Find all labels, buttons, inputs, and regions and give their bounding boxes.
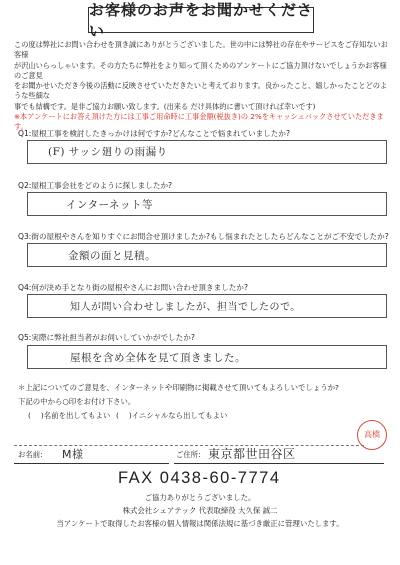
question-1-answer: (F) サッシ廻りの雨漏り (48, 146, 168, 158)
question-1-label: Q1:屋根工事を検討したきっかけは何ですか?どんなことで悩まれていましたか? (18, 129, 291, 138)
intro-text (14, 40, 392, 133)
question-2-answer: インターネット等 (66, 199, 154, 211)
consent-note: ＊上記についてのご意見を、インターネットや印刷物に掲載させて頂いてもよろしいでしょうか? (18, 383, 339, 392)
intro-line: 事でも結構です。是非ご協力お願い致します。(出来る だけ具体的に書いて頂ければ幸いです) (14, 101, 316, 111)
footer-privacy: 当アンケートで取得したお客様の個人情報は関係法規に基づき厳正に管理いたします。 (56, 519, 344, 528)
question-3-label: Q3:街の屋根やさんを知りすぐにお問合せ頂けましたか?もし悩まれたとしたらどんなことがご不安でしたか? (18, 232, 389, 241)
question-4-label: Q4:何が決め手となり街の屋根やさんにお問い合わせ頂きましたか? (18, 283, 249, 292)
intro-line: が沢山いらっしゃいます。その方たちに弊社をより知って頂くためのアンケートにご協力頂けないでしょうかお客様のご意見 (14, 60, 387, 80)
fax-number: FAX 0438-60-7774 (118, 469, 281, 487)
cashback-note: ※本アンケートにお答え頂けた方には工事ご用命時に工事金額(税抜き)の 2%をキャッシュバックさせていただきます。 (14, 112, 384, 132)
question-5-answer: 屋根を含め全体を見て頂きました。 (70, 352, 246, 364)
question-4-answer: 知人が問い合わせしましたが、担当でしたので。 (70, 302, 301, 313)
option-initials-ok[interactable]: ( )イニシャルなら出してもよい (116, 411, 228, 420)
question-5-label: Q5:実際に弊社担当者がお伺いしていかがでしたか? (18, 333, 195, 342)
address-underline (174, 463, 384, 464)
page-title: お客様のお声をお聞かせください (89, 1, 314, 40)
name-underline (14, 463, 169, 464)
hanko-stamp: 高橋 (357, 420, 387, 450)
option-name-ok[interactable]: ( )名前を出してもよい (28, 411, 111, 420)
intro-line: この度は弊社にお問い合わせを頂き誠にありがとうございました。世の中には弊社の存在やサービスをご存知ないお客様 (14, 40, 388, 60)
footer-company: 株式会社シェアテック 代表取締役 大久保 誠二 (122, 506, 278, 515)
question-3-answer: 金額の面と見積。 (68, 250, 156, 262)
option-initials-ok-label: イニシャルなら出してもよい (131, 411, 228, 420)
name-label: お名前: (18, 450, 43, 459)
consent-instruction: 下記の中から○印をお付け下さい。 (18, 397, 136, 406)
address-label: ご住所: (176, 450, 201, 459)
address-value: 東京都世田谷区 (208, 447, 296, 461)
question-2-label: Q2:屋根工事会社をどのように探しましたか? (18, 181, 173, 190)
footer-thanks: ご協力ありがとうございました。 (144, 493, 256, 502)
option-name-ok-label: 名前を出してもよい (43, 411, 111, 420)
name-value: M様 (62, 448, 84, 461)
intro-line: をお聞かせいただき今後の活動に反映させていただきたいと考えております。良かったこと、嬉しかったことどのような些細な (14, 81, 388, 101)
